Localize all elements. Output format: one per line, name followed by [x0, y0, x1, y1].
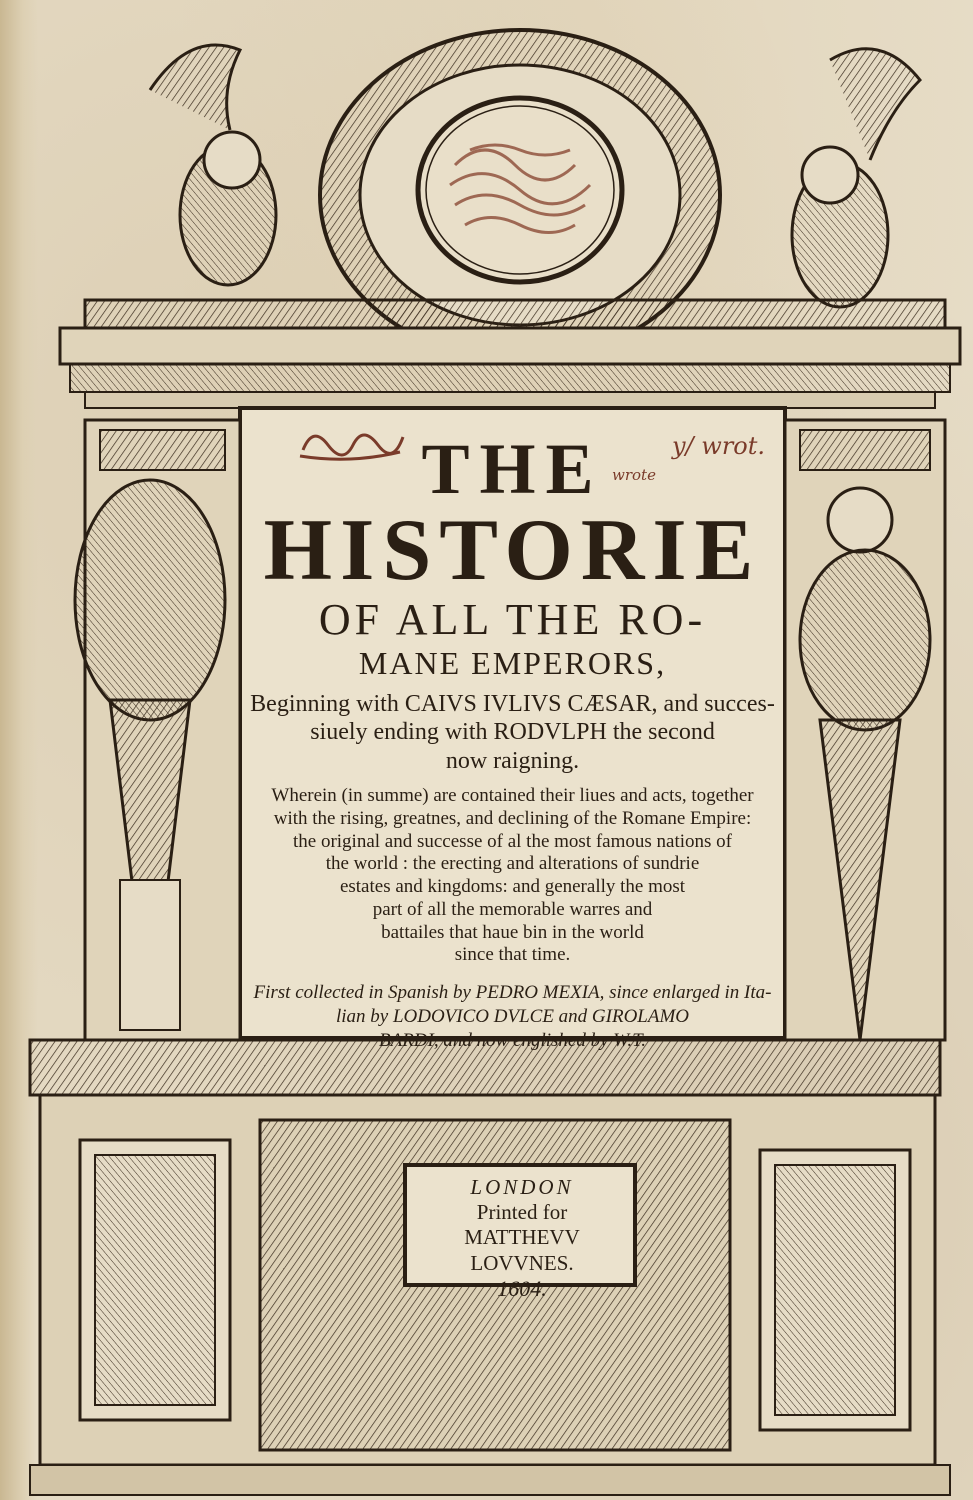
beginning-line: Beginning with CAIVS IVLIVS CÆSAR, and succes-: [250, 690, 775, 717]
beginning-paragraph: [238, 690, 787, 775]
imprint-city: LONDON: [470, 1175, 574, 1199]
title-the: THE: [421, 429, 604, 509]
title-of-all: OF ALL THE RO-: [318, 595, 707, 645]
handwritten-scrawl: [295, 420, 405, 470]
wherein-line: estates and kingdoms: and generally the most: [339, 876, 686, 898]
handwritten-note: wrote: [612, 466, 656, 484]
credit-line: lian by LODOVICO DVLCE and GIROLAMO: [335, 1006, 690, 1028]
imprint: [422, 1175, 622, 1301]
wherein-line: with the rising, greatnes, and declining of the Romane Empire:: [273, 807, 752, 829]
title-mane-emperors: MANE EMPERORS,: [358, 644, 667, 681]
imprint-name: LOVVNES.: [470, 1250, 574, 1275]
wherein-paragraph: [238, 785, 787, 967]
cherub-right: [792, 49, 920, 307]
left-caryatid: [75, 420, 240, 1040]
beginning-line: now raigning.: [445, 747, 580, 774]
imprint-year: 1604.: [497, 1275, 547, 1301]
translator-credit: [234, 981, 791, 1052]
right-caryatid: [785, 420, 945, 1040]
cherub-left: [150, 45, 276, 285]
title-historie: HISTORIE: [263, 502, 762, 599]
credit-line: BARDI, and now englished by W.T.: [378, 1029, 647, 1051]
wherein-line: Wherein (in summe) are contained their liues and acts, together: [271, 784, 754, 806]
credit-line: First collected in Spanish by PEDRO MEXIA, since enlarged in Ita-: [253, 982, 772, 1004]
beginning-line: siuely ending with RODVLPH the second: [310, 719, 715, 746]
wherein-line: battailes that haue bin in the world: [381, 921, 644, 943]
entablature: [60, 300, 960, 408]
wherein-line: part of all the memorable warres and: [372, 898, 653, 920]
wherein-line: the original and successe of al the most famous nations of: [292, 830, 732, 852]
handwritten-note: y/ wrot.: [672, 432, 766, 460]
wherein-line: since that time.: [454, 944, 571, 966]
imprint-printed: Printed for MATTHEVV: [464, 1200, 580, 1250]
title-text: [250, 415, 775, 1051]
wherein-line: the world : the erecting and alterations of sundrie: [325, 853, 700, 875]
